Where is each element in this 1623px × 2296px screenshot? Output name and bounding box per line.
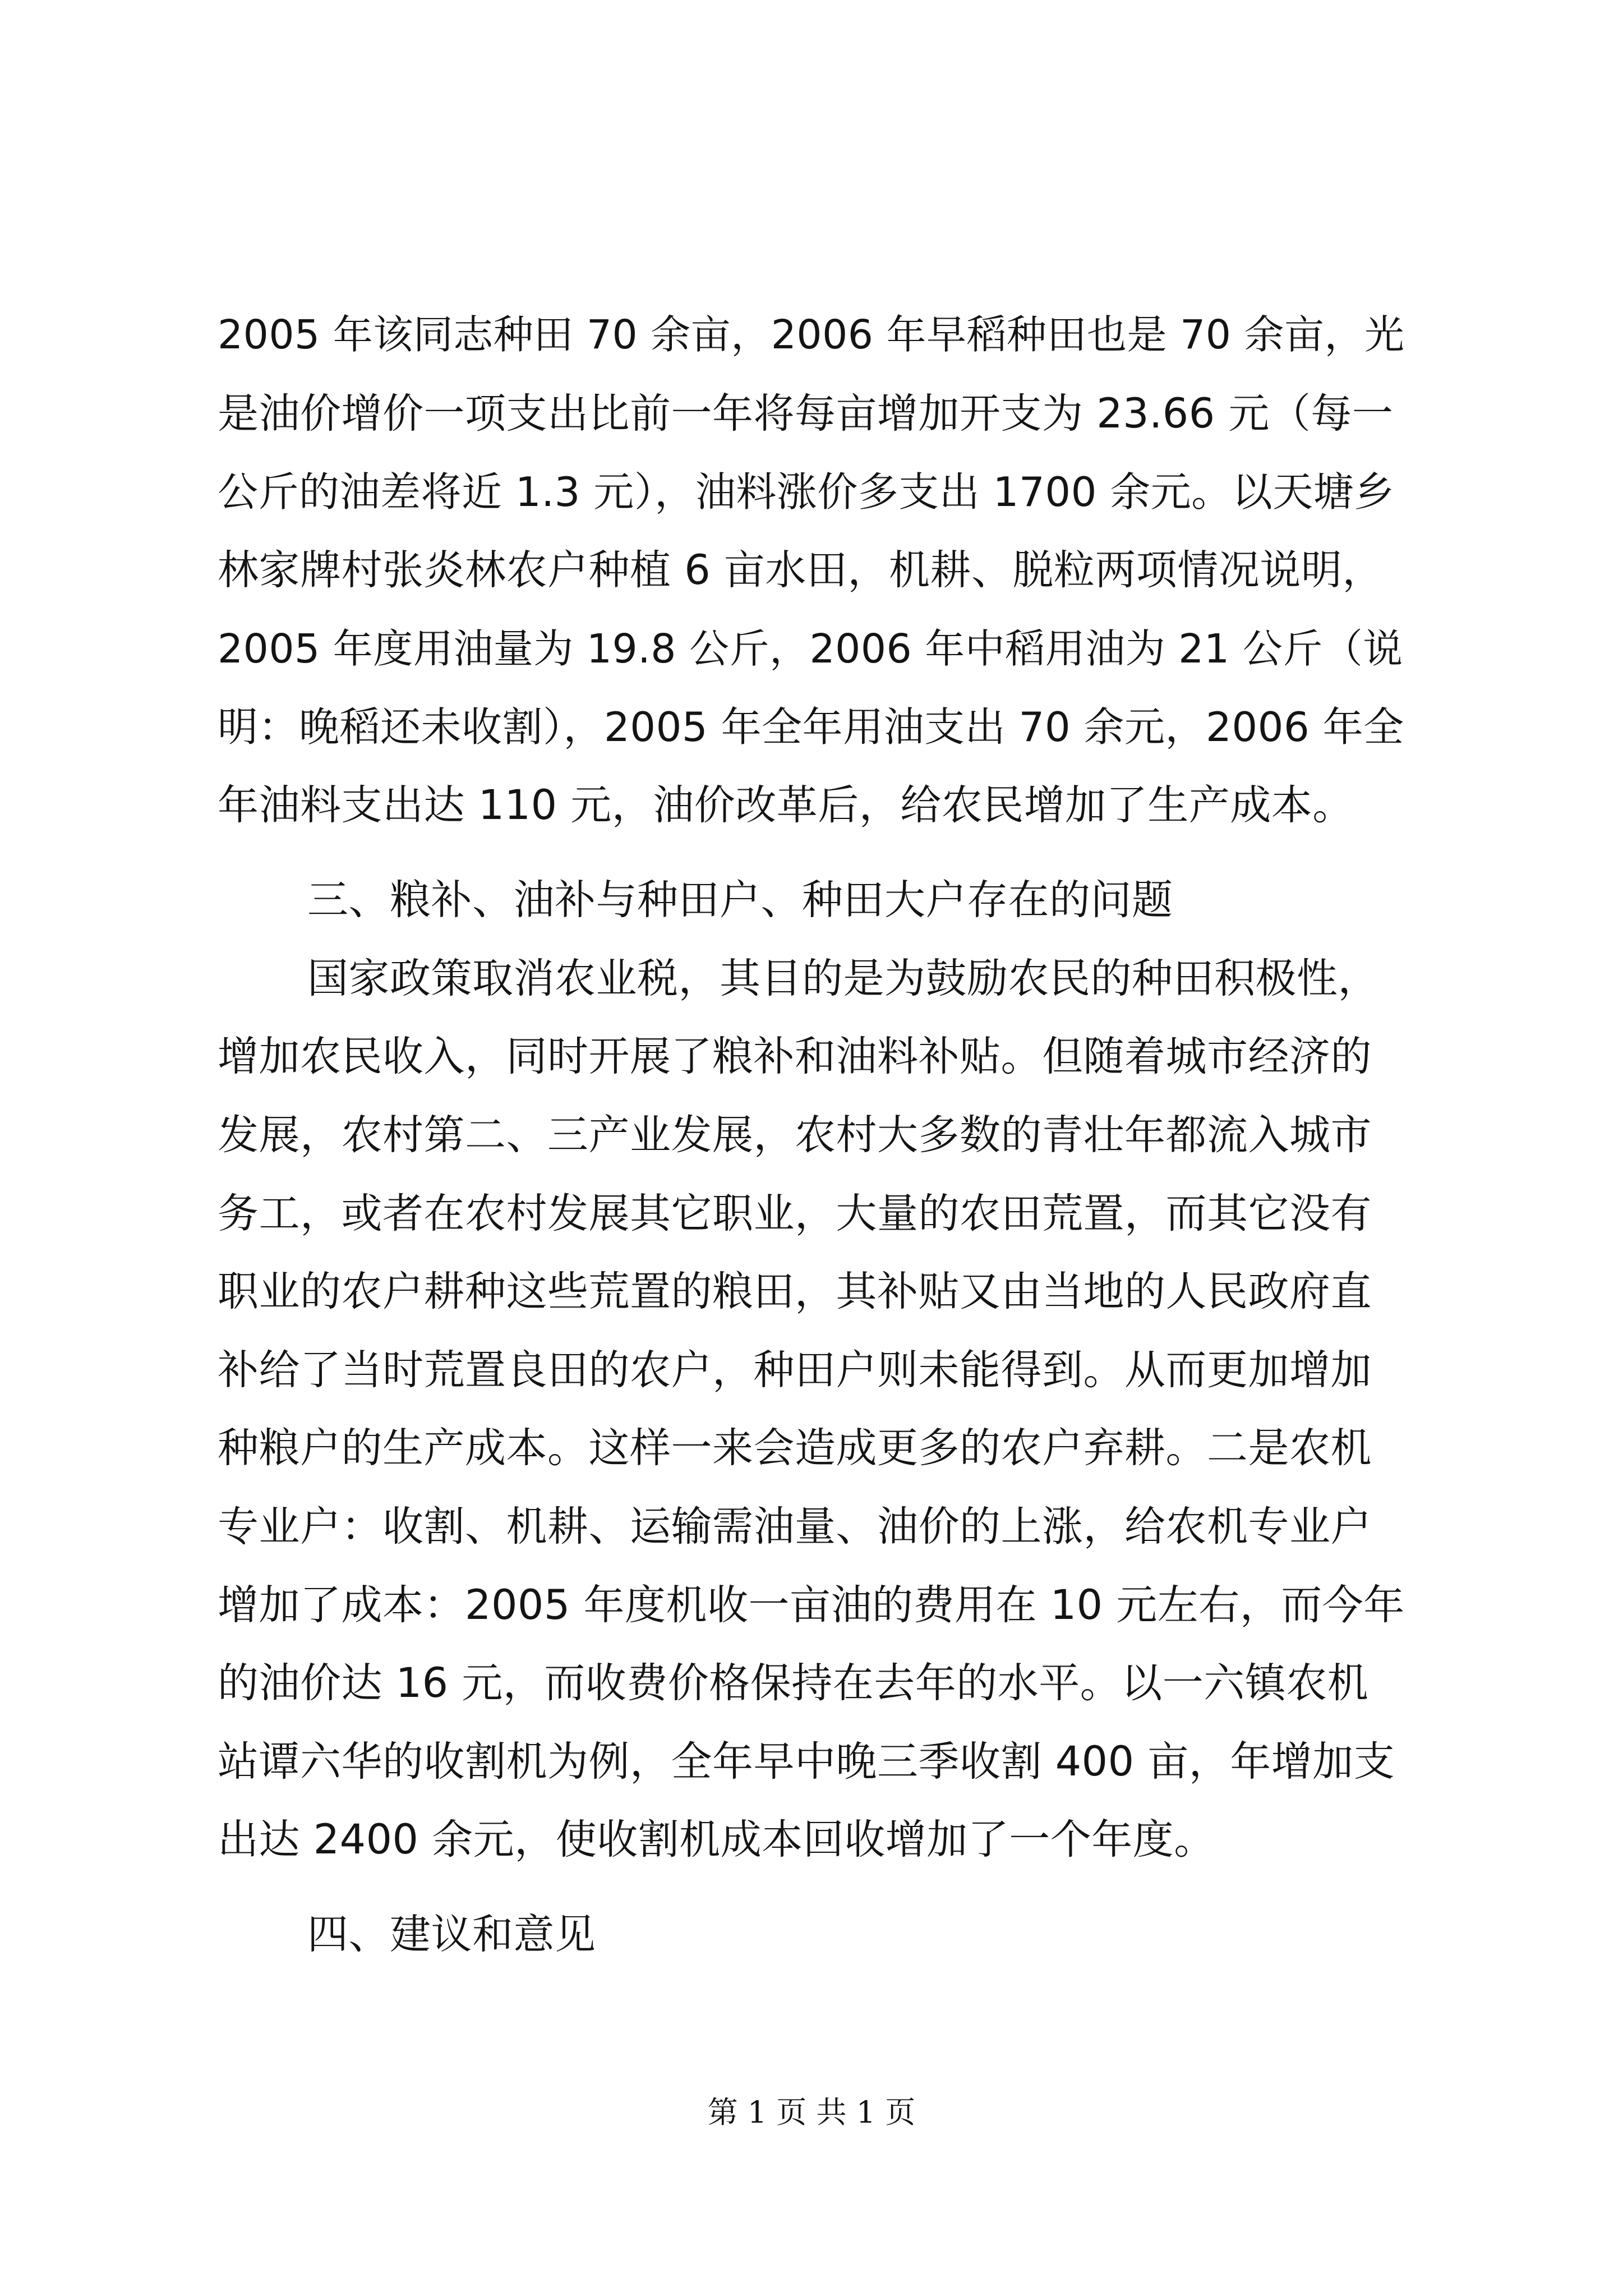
paragraph-line: 发展，农村第二、三产业发展，农村大多数的青壮年都流入城市: [218, 1111, 1372, 1159]
paragraph-line: 专业户：收割、机耕、运输需油量、油价的上涨，给农机专业户: [218, 1503, 1372, 1550]
paragraph-line: 增加了成本：2005 年度机收一亩油的费用在 10 元左右，而今年: [218, 1581, 1405, 1629]
paragraph-line: 种粮户的生产成本。这样一来会造成更多的农户弃耕。二是农机: [218, 1424, 1372, 1472]
paragraph-line: 公斤的油差将近 1.3 元），油料涨价多支出 1700 余元。以天塘乡: [218, 468, 1395, 516]
section-heading-4: 四、建议和意见: [307, 1911, 596, 1958]
paragraph-line: 务工，或者在农村发展其它职业，大量的农田荒置，而其它没有: [218, 1190, 1372, 1237]
paragraph-line: 2005 年该同志种田 70 余亩，2006 年早稻种田也是 70 余亩，光: [218, 311, 1405, 358]
paragraph-line: 2005 年度用油量为 19.8 公斤，2006 年中稻用油为 21 公斤（说: [218, 625, 1403, 672]
paragraph-line: 职业的农户耕种这些荒置的粮田，其补贴又由当地的人民政府直: [218, 1268, 1372, 1315]
paragraph-line: 明：晚稻还未收割），2005 年全年用油支出 70 余元，2006 年全: [218, 703, 1404, 751]
paragraph-line: 的油价达 16 元，而收费价格保持在去年的水平。以一六镇农机: [218, 1659, 1369, 1707]
paragraph-line: 是油价增价一项支出比前一年将每亩增加开支为 23.66 元（每一: [218, 390, 1394, 438]
paragraph-line: 出达 2400 余元，使收割机成本回收增加了一个年度。: [218, 1816, 1215, 1864]
paragraph-line: 站谭六华的收割机为例，全年早中晚三季收割 400 亩，年增加支: [218, 1738, 1395, 1786]
page-number-footer: 第 1 页 共 1 页: [707, 2095, 916, 2130]
paragraph-line: 林家牌村张炎林农户种植 6 亩水田，机耕、脱粒两项情况说明，: [218, 546, 1384, 594]
paragraph-line: 年油料支出达 110 元，油价改革后，给农民增加了生产成本。: [218, 781, 1354, 829]
paragraph-line: 补给了当时荒置良田的农户，种田户则未能得到。从而更加增加: [218, 1346, 1372, 1394]
paragraph-line: 增加农民收入，同时开展了粮补和油料补贴。但随着城市经济的: [218, 1033, 1372, 1080]
paragraph-line: 国家政策取消农业税，其目的是为鼓励农民的种田积极性，: [307, 955, 1379, 1002]
section-heading-3: 三、粮补、油补与种田户、种田大户存在的问题: [307, 876, 1173, 924]
